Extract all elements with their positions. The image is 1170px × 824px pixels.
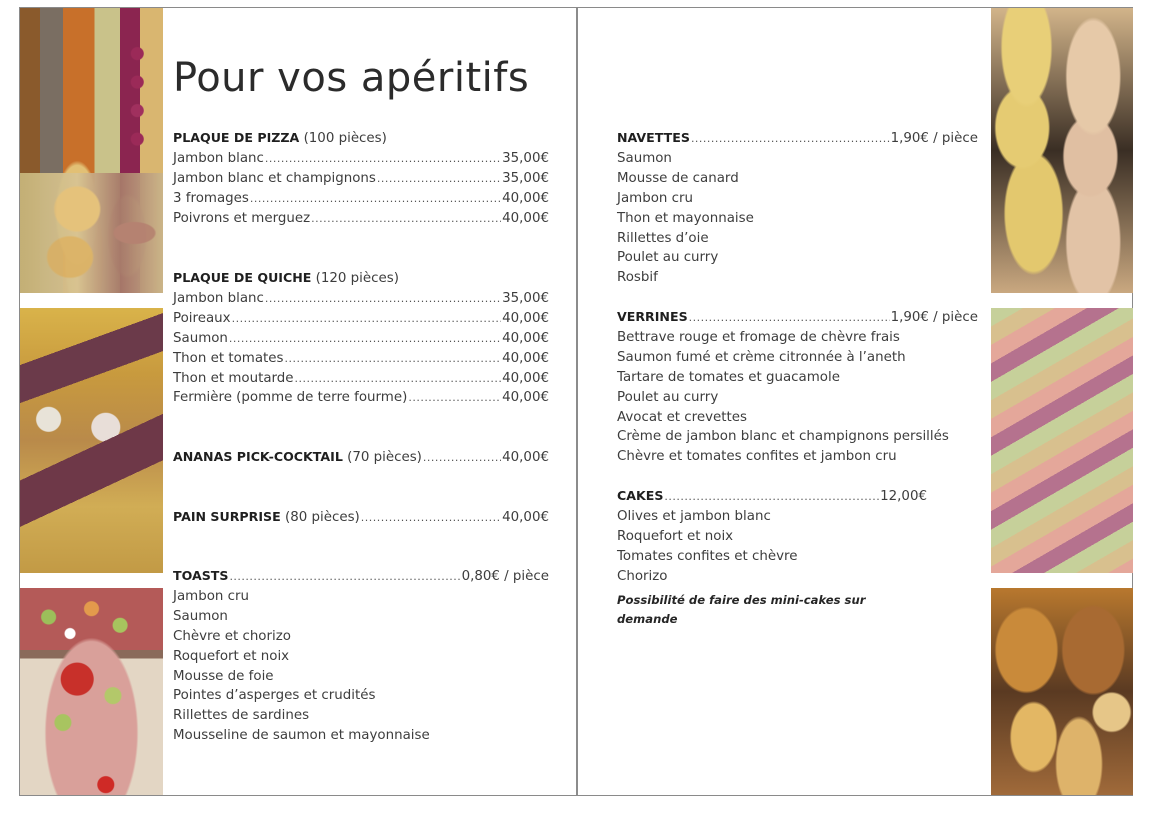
menu-item <box>173 209 549 229</box>
page-fold-divider <box>576 8 578 795</box>
item-price: 35,00€ <box>502 170 549 186</box>
leader-dots <box>229 329 501 349</box>
section-navettes <box>617 128 978 288</box>
section-title: NAVETTES <box>617 130 690 145</box>
menu-item: Poulet au curry <box>617 250 719 266</box>
section-ananas <box>173 447 549 468</box>
menu-item: Bettrave rouge et fromage de chèvre frais <box>617 329 900 345</box>
item-price: 40,00€ <box>502 210 549 226</box>
menu-item: Roquefort et noix <box>173 648 290 664</box>
section-quantity: (80 pièces) <box>284 510 360 525</box>
section-verrines <box>617 307 978 467</box>
section-quantity: (70 pièces) <box>347 450 422 465</box>
section-header <box>173 268 549 289</box>
page-title: Pour vos apéritifs <box>173 55 530 101</box>
leader-dots <box>377 169 501 189</box>
menu-item: Saumon <box>173 608 228 624</box>
leader-dots <box>265 149 501 169</box>
section-header <box>617 486 927 507</box>
leader-dots <box>229 567 460 587</box>
menu-item: Crème de jambon blanc et champignons persillés <box>617 429 949 445</box>
section-header <box>173 447 549 468</box>
section-toasts <box>173 566 549 746</box>
menu-item: Jambon cru <box>617 190 693 206</box>
menu-item: Chèvre et chorizo <box>173 628 291 644</box>
section-quiche <box>173 268 549 408</box>
menu-item <box>173 189 549 209</box>
section-quantity: (120 pièces) <box>315 271 399 286</box>
menu-item: Mousse de canard <box>617 170 739 186</box>
item-price: 40,00€ <box>502 370 549 386</box>
photo-savory-cakes <box>991 588 1133 795</box>
leader-dots <box>232 309 502 329</box>
leader-dots <box>423 448 501 468</box>
item-name: Poireaux <box>173 310 231 326</box>
item-name: 3 fromages <box>173 190 249 206</box>
section-title-group <box>173 507 360 528</box>
leader-dots <box>664 487 879 507</box>
item-price: 40,00€ <box>502 310 549 326</box>
menu-item <box>173 149 549 169</box>
leader-dots <box>295 369 502 389</box>
menu-item <box>173 289 549 309</box>
section-title: VERRINES <box>617 309 688 324</box>
menu-item: Rosbif <box>617 270 658 286</box>
section-price: 12,00€ <box>880 489 927 504</box>
section-quantity: (100 pièces) <box>303 131 387 146</box>
leader-dots <box>311 209 501 229</box>
leader-dots <box>250 189 501 209</box>
section-pain-surprise <box>173 507 549 528</box>
menu-item: Tartare de tomates et guacamole <box>617 369 840 385</box>
section-price: 1,90€ / pièce <box>890 310 978 325</box>
section-header <box>173 566 549 587</box>
menu-item: Chorizo <box>617 568 668 584</box>
menu-item: Chèvre et tomates confites et jambon cru <box>617 449 897 465</box>
menu-item: Tomates confites et chèvre <box>617 548 798 564</box>
menu-item <box>173 349 549 369</box>
menu-item: Poulet au curry <box>617 389 719 405</box>
menu-item: Jambon cru <box>173 588 249 604</box>
section-title: CAKES <box>617 488 664 503</box>
menu-item: Thon et mayonnaise <box>617 210 754 226</box>
photo-quiche-and-charcuterie-platter <box>20 308 163 573</box>
leader-dots <box>265 289 501 309</box>
menu-item <box>173 329 549 349</box>
item-name: Jambon blanc et champignons <box>173 170 376 186</box>
menu-item: Mousse de foie <box>173 668 274 684</box>
item-price: 40,00€ <box>502 350 549 366</box>
menu-item: Pointes d’asperges et crudités <box>173 688 376 704</box>
section-title: ANANAS PICK-COCKTAIL <box>173 449 343 464</box>
menu-item: Saumon fumé et crème citronnée à l’aneth <box>617 349 906 365</box>
menu-spread <box>19 7 1133 796</box>
menu-item <box>173 369 549 389</box>
section-price: 40,00€ <box>502 450 549 465</box>
leader-dots <box>689 308 890 328</box>
section-title: PLAQUE DE QUICHE <box>173 270 312 285</box>
section-title-group <box>173 447 422 468</box>
item-name: Fermière (pomme de terre fourme) <box>173 390 408 406</box>
menu-item: Rillettes de sardines <box>173 708 310 724</box>
section-title: PLAQUE DE PIZZA <box>173 130 300 145</box>
item-price: 40,00€ <box>502 190 549 206</box>
item-name: Jambon blanc <box>173 290 264 306</box>
menu-item <box>173 169 549 189</box>
leader-dots <box>408 388 501 408</box>
menu-item: Rillettes d’oie <box>617 230 709 246</box>
section-title: TOASTS <box>173 568 229 583</box>
item-name: Poivrons et merguez <box>173 210 311 226</box>
menu-item <box>173 388 549 408</box>
photo-canapes-platter <box>20 8 163 293</box>
item-name: Saumon <box>173 330 228 346</box>
menu-item: Mousseline de saumon et mayonnaise <box>173 728 430 744</box>
section-header <box>617 128 978 149</box>
menu-item: Saumon <box>617 150 672 166</box>
leader-dots <box>691 129 890 149</box>
item-price: 35,00€ <box>502 290 549 306</box>
cakes-note: Possibilité de faire des mini-cakes sur demande <box>617 592 866 627</box>
section-price: 40,00€ <box>502 510 549 525</box>
leader-dots <box>361 508 501 528</box>
item-price: 35,00€ <box>502 150 549 166</box>
section-cakes <box>617 486 927 630</box>
item-price: 40,00€ <box>502 330 549 346</box>
section-title: PAIN SURPRISE <box>173 509 281 524</box>
section-header <box>173 128 549 149</box>
section-header <box>173 507 549 528</box>
item-price: 40,00€ <box>502 390 549 406</box>
photo-navettes-rolls <box>991 8 1133 293</box>
photo-melon-and-ham-platter <box>20 588 163 795</box>
menu-item: Roquefort et noix <box>617 528 734 544</box>
menu-item: Olives et jambon blanc <box>617 508 771 524</box>
leader-dots <box>285 349 502 369</box>
menu-item <box>173 309 549 329</box>
menu-item: Avocat et crevettes <box>617 409 748 425</box>
section-price: 0,80€ / pièce <box>461 569 549 584</box>
item-name: Jambon blanc <box>173 150 264 166</box>
item-name: Thon et moutarde <box>173 370 294 386</box>
photo-verrines-glasses <box>991 308 1133 573</box>
section-price: 1,90€ / pièce <box>890 131 978 146</box>
item-name: Thon et tomates <box>173 350 284 366</box>
section-pizza <box>173 128 549 229</box>
section-header <box>617 307 978 328</box>
